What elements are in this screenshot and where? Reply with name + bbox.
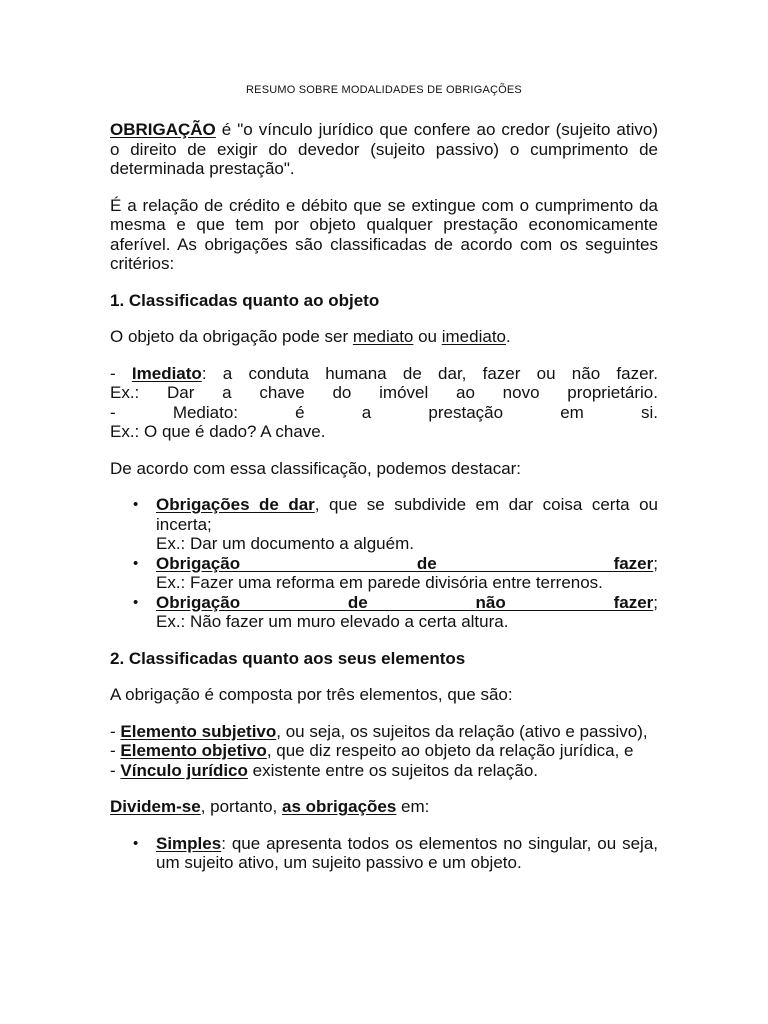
paragraph-elements [110, 722, 658, 781]
term-imediato-bold: Imediato [131, 363, 202, 383]
mediato-line: - Mediato: é a prestação em si. [110, 402, 658, 422]
list-obligation-division [110, 834, 658, 873]
list-item-head [156, 554, 658, 574]
term-elemento-objetivo: Elemento objetivo [120, 741, 267, 760]
term-obrigacao-de-nao-fazer: Obrigação de não fazer [156, 592, 654, 612]
term-mediato: mediato [352, 327, 414, 346]
element-subjetivo-text: , ou seja, os sujeitos da relação (ativo e passivo), [276, 721, 648, 741]
document-title: RESUMO SOBRE MODALIDADES DE OBRIGAÇÕES [246, 84, 522, 96]
list-item-head [156, 593, 658, 613]
dash: - [110, 760, 121, 780]
element-subjetivo-line [110, 722, 658, 742]
list-item [156, 495, 658, 554]
list-item-example: Ex.: Dar um documento a alguém. [156, 534, 414, 553]
list-item-example: Ex.: Fazer uma reforma em parede divisória entre terrenos. [156, 573, 603, 592]
document-body [110, 120, 658, 890]
list-item [156, 554, 658, 593]
term-obrigacao-de-fazer: Obrigação de fazer [156, 553, 654, 573]
list-item-text: ; [653, 553, 658, 573]
paragraph-object [110, 327, 658, 347]
example-line-2: Ex.: O que é dado? A chave. [110, 422, 326, 441]
paragraph-definition [110, 120, 658, 179]
list-item-text: , que se subdivide em dar coisa certa ou incerta; [156, 495, 658, 534]
list-item-text: : que apresenta todos os elementos no singular, ou seja, um sujeito ativo, um sujeito passivo e um objeto. [156, 833, 658, 872]
term-obrigacoes-de-dar: Obrigações de dar [156, 495, 315, 514]
term-as-obrigacoes: as obrigações [281, 797, 397, 816]
dash: - [110, 363, 132, 383]
definition-text: é "o vínculo jurídico que confere ao credor (sujeito ativo) o direito de exigir do devedor (sujeito passivo) o cumprimento de determinada prestação". [110, 120, 658, 178]
list-item [156, 593, 658, 632]
vinculo-text: existente entre os sujeitos da relação. [247, 760, 539, 780]
list-item-example: Ex.: Não fazer um muro elevado a certa altura. [156, 612, 509, 631]
paragraph-imediato-mediato [110, 364, 658, 442]
term-simples: Simples [156, 833, 222, 853]
element-objetivo-line [110, 741, 658, 761]
term-obrigacao: OBRIGAÇÃO [110, 120, 216, 139]
dash: - [110, 721, 121, 741]
list-item [156, 834, 658, 873]
paragraph-elements-intro: A obrigação é composta por três elementos, que são: [110, 685, 513, 704]
object-text-end: . [506, 327, 511, 346]
list-obligation-types [110, 495, 658, 632]
term-imediato: imediato [441, 327, 506, 346]
list-item-text: ; [653, 592, 658, 612]
term-dividem-se: Dividem-se [110, 797, 201, 816]
dividem-text-1: , portanto, [200, 797, 282, 816]
imediato-text: : a conduta humana de dar, fazer ou não fazer. [201, 363, 658, 383]
dash: - [110, 741, 121, 760]
paragraph-destacar: De acordo com essa classificação, podemos destacar: [110, 458, 522, 478]
object-text-ou: ou [413, 327, 442, 346]
imediato-line [110, 364, 658, 384]
element-objetivo-text: , que diz respeito ao objeto da relação jurídica, e [266, 741, 634, 760]
term-elemento-subjetivo: Elemento subjetivo [120, 721, 277, 741]
vinculo-line [110, 761, 658, 781]
term-vinculo-juridico: Vínculo jurídico [120, 760, 248, 780]
example-line-1: Ex.: Dar a chave do imóvel ao novo proprietário. [110, 383, 658, 402]
dividem-text-2: em: [396, 797, 430, 816]
heading-section-2: 2. Classificadas quanto aos seus elementos [110, 648, 466, 668]
object-text-a: O objeto da obrigação pode ser [110, 327, 353, 346]
paragraph-relation: É a relação de crédito e débito que se extingue com o cumprimento da mesma e que tem por objeto qualquer prestação economicamente aferível. As obrigações são classificadas de acordo com os seguintes critérios: [110, 195, 658, 273]
heading-section-1: 1. Classificadas quanto ao objeto [110, 290, 380, 310]
paragraph-dividem-se [110, 797, 658, 817]
